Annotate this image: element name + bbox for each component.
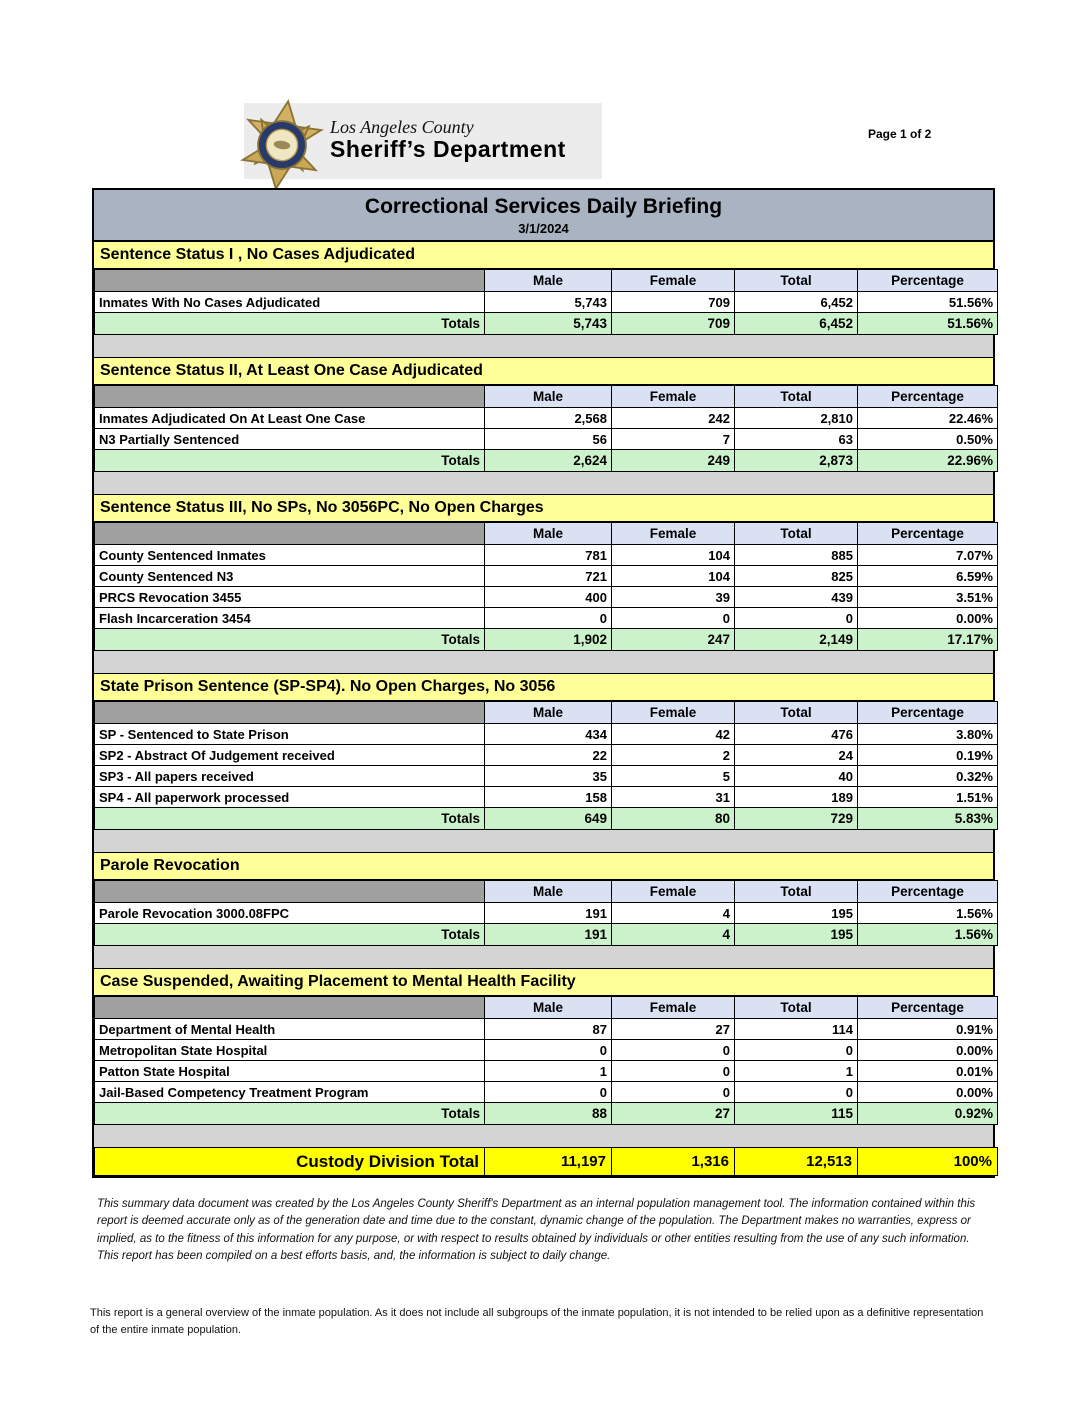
custody-total-female: 1,316	[612, 1148, 735, 1176]
daily-briefing-report	[92, 188, 995, 1178]
cell-total: 6,452	[735, 292, 858, 313]
custody-total-percentage: 100%	[858, 1148, 998, 1176]
section-table	[94, 385, 998, 472]
table-row	[95, 1061, 998, 1082]
cell-male: 22	[485, 745, 612, 766]
table-row	[95, 608, 998, 629]
cell-male: 56	[485, 429, 612, 450]
column-header-row	[95, 386, 998, 408]
section-gap	[94, 830, 993, 852]
cell-percentage: 7.07%	[858, 545, 998, 566]
section-gap	[94, 472, 993, 494]
totals-male: 1,902	[485, 629, 612, 651]
totals-total: 195	[735, 924, 858, 946]
section-table	[94, 701, 998, 830]
cell-total: 825	[735, 566, 858, 587]
section-title: Sentence Status III, No SPs, No 3056PC, No Open Charges	[94, 494, 993, 522]
report-banner	[94, 190, 993, 241]
row-label: SP4 - All paperwork processed	[95, 787, 485, 808]
cell-total: 40	[735, 766, 858, 787]
cell-male: 35	[485, 766, 612, 787]
cell-male: 191	[485, 903, 612, 924]
custody-division-total-row	[95, 1148, 998, 1176]
section-table	[94, 996, 998, 1125]
table-row	[95, 1040, 998, 1061]
column-header-total: Total	[735, 881, 858, 903]
totals-female: 249	[612, 450, 735, 472]
cell-female: 39	[612, 587, 735, 608]
row-label: Department of Mental Health	[95, 1019, 485, 1040]
cell-female: 0	[612, 1061, 735, 1082]
cell-female: 27	[612, 1019, 735, 1040]
cell-female: 0	[612, 1040, 735, 1061]
totals-male: 88	[485, 1103, 612, 1125]
totals-female: 247	[612, 629, 735, 651]
totals-label: Totals	[95, 1103, 485, 1125]
cell-female: 0	[612, 608, 735, 629]
totals-total: 2,873	[735, 450, 858, 472]
totals-label: Totals	[95, 629, 485, 651]
table-row	[95, 587, 998, 608]
table-row	[95, 292, 998, 313]
column-header-row	[95, 702, 998, 724]
column-header-male: Male	[485, 270, 612, 292]
totals-total: 115	[735, 1103, 858, 1125]
column-header-total: Total	[735, 702, 858, 724]
report-title: Correctional Services Daily Briefing	[364, 195, 723, 218]
section-title: Parole Revocation	[94, 852, 993, 880]
totals-row	[95, 450, 998, 472]
column-header-percentage: Percentage	[858, 523, 998, 545]
column-header-total: Total	[735, 386, 858, 408]
cell-total: 195	[735, 903, 858, 924]
column-header-male: Male	[485, 523, 612, 545]
column-header-female: Female	[612, 997, 735, 1019]
cell-total: 439	[735, 587, 858, 608]
table-row	[95, 766, 998, 787]
section-gap	[94, 651, 993, 673]
row-label: SP - Sentenced to State Prison	[95, 724, 485, 745]
column-header-male: Male	[485, 881, 612, 903]
totals-label: Totals	[95, 313, 485, 335]
report-section	[94, 852, 993, 946]
column-header-row	[95, 270, 998, 292]
cell-total: 885	[735, 545, 858, 566]
cell-total: 2,810	[735, 408, 858, 429]
totals-percentage: 17.17%	[858, 629, 998, 651]
cell-percentage: 1.51%	[858, 787, 998, 808]
corner-cell	[95, 881, 485, 903]
cell-male: 158	[485, 787, 612, 808]
cell-female: 31	[612, 787, 735, 808]
custody-total-total: 12,513	[735, 1148, 858, 1176]
totals-percentage: 22.96%	[858, 450, 998, 472]
cell-percentage: 3.51%	[858, 587, 998, 608]
totals-row	[95, 313, 998, 335]
table-row	[95, 1082, 998, 1103]
report-section	[94, 673, 993, 830]
totals-row	[95, 808, 998, 830]
cell-female: 42	[612, 724, 735, 745]
section-table	[94, 880, 998, 946]
row-label: Patton State Hospital	[95, 1061, 485, 1082]
totals-row	[95, 1103, 998, 1125]
column-header-percentage: Percentage	[858, 386, 998, 408]
cell-male: 400	[485, 587, 612, 608]
corner-cell	[95, 386, 485, 408]
cell-percentage: 0.91%	[858, 1019, 998, 1040]
section-gap	[94, 946, 993, 968]
row-label: Metropolitan State Hospital	[95, 1040, 485, 1061]
report-section	[94, 494, 993, 651]
custody-division-total-table	[94, 1147, 998, 1176]
section-table	[94, 269, 998, 335]
disclaimer-paragraph: This summary data document was created by the Los Angeles County Sheriff's Department as an internal population management tool. The information contained within this report is deemed accurate only as of the generation date and time due to the constant, dynamic change of the population. The Department makes no warranties, express or implied, as to the fitness of this information for any purpose, or with respect to results obtained by individuals or other entities resulting from the use of any such information. This report has been compiled on a best efforts basis, and, the information is subject to daily change.	[97, 1198, 976, 1262]
cell-percentage: 0.50%	[858, 429, 998, 450]
logo-county-name: Los Angeles County	[330, 117, 474, 137]
table-row	[95, 724, 998, 745]
cell-percentage: 3.80%	[858, 724, 998, 745]
column-header-percentage: Percentage	[858, 702, 998, 724]
section-table	[94, 522, 998, 651]
totals-row	[95, 924, 998, 946]
totals-female: 80	[612, 808, 735, 830]
cell-total: 476	[735, 724, 858, 745]
table-row	[95, 566, 998, 587]
column-header-row	[95, 523, 998, 545]
section-title: Sentence Status II, At Least One Case Adjudicated	[94, 357, 993, 385]
corner-cell	[95, 702, 485, 724]
cell-female: 104	[612, 566, 735, 587]
totals-percentage: 1.56%	[858, 924, 998, 946]
cell-total: 24	[735, 745, 858, 766]
cell-total: 189	[735, 787, 858, 808]
cell-percentage: 22.46%	[858, 408, 998, 429]
cell-percentage: 0.19%	[858, 745, 998, 766]
column-header-male: Male	[485, 702, 612, 724]
cell-percentage: 0.01%	[858, 1061, 998, 1082]
table-row	[95, 429, 998, 450]
column-header-percentage: Percentage	[858, 881, 998, 903]
row-label: Inmates With No Cases Adjudicated	[95, 292, 485, 313]
totals-total: 2,149	[735, 629, 858, 651]
totals-label: Totals	[95, 808, 485, 830]
totals-label: Totals	[95, 924, 485, 946]
cell-percentage: 0.32%	[858, 766, 998, 787]
totals-total: 6,452	[735, 313, 858, 335]
row-label: County Sentenced Inmates	[95, 545, 485, 566]
table-row	[95, 903, 998, 924]
cell-female: 0	[612, 1082, 735, 1103]
section-title: Sentence Status I , No Cases Adjudicated	[94, 241, 993, 269]
report-section	[94, 241, 993, 335]
cell-percentage: 51.56%	[858, 292, 998, 313]
row-label: County Sentenced N3	[95, 566, 485, 587]
column-header-female: Female	[612, 523, 735, 545]
cell-percentage: 6.59%	[858, 566, 998, 587]
logo-text	[330, 118, 566, 161]
column-header-female: Female	[612, 386, 735, 408]
table-row	[95, 408, 998, 429]
cell-percentage: 0.00%	[858, 1040, 998, 1061]
totals-male: 5,743	[485, 313, 612, 335]
totals-male: 649	[485, 808, 612, 830]
cell-percentage: 1.56%	[858, 903, 998, 924]
section-gap	[94, 1125, 993, 1147]
cell-male: 0	[485, 1082, 612, 1103]
column-header-male: Male	[485, 997, 612, 1019]
cell-female: 709	[612, 292, 735, 313]
report-date: 3/1/2024	[518, 221, 569, 236]
cell-total: 114	[735, 1019, 858, 1040]
row-label: Flash Incarceration 3454	[95, 608, 485, 629]
sheriff-star-badge-icon	[236, 98, 328, 192]
totals-label: Totals	[95, 450, 485, 472]
totals-female: 27	[612, 1103, 735, 1125]
section-gap	[94, 335, 993, 357]
cell-female: 2	[612, 745, 735, 766]
section-title: State Prison Sentence (SP-SP4). No Open Charges, No 3056	[94, 673, 993, 701]
totals-row	[95, 629, 998, 651]
custody-total-male: 11,197	[485, 1148, 612, 1176]
cell-total: 0	[735, 1040, 858, 1061]
cell-male: 781	[485, 545, 612, 566]
cell-female: 242	[612, 408, 735, 429]
cell-female: 5	[612, 766, 735, 787]
cell-percentage: 0.00%	[858, 608, 998, 629]
cell-percentage: 0.00%	[858, 1082, 998, 1103]
row-label: Inmates Adjudicated On At Least One Case	[95, 408, 485, 429]
totals-percentage: 51.56%	[858, 313, 998, 335]
totals-female: 4	[612, 924, 735, 946]
cell-male: 1	[485, 1061, 612, 1082]
cell-female: 4	[612, 903, 735, 924]
column-header-percentage: Percentage	[858, 997, 998, 1019]
table-row	[95, 787, 998, 808]
column-header-female: Female	[612, 881, 735, 903]
section-title: Case Suspended, Awaiting Placement to Mental Health Facility	[94, 968, 993, 996]
report-section	[94, 968, 993, 1125]
row-label: SP2 - Abstract Of Judgement received	[95, 745, 485, 766]
report-section	[94, 357, 993, 472]
totals-percentage: 5.83%	[858, 808, 998, 830]
cell-male: 434	[485, 724, 612, 745]
table-row	[95, 1019, 998, 1040]
column-header-total: Total	[735, 523, 858, 545]
totals-male: 191	[485, 924, 612, 946]
custody-total-label: Custody Division Total	[95, 1148, 485, 1176]
report-sections	[94, 241, 993, 1147]
footnote-paragraph: This report is a general overview of the inmate population. As it does not include all subgroups of the inmate population, it is not intended to be relied upon as a definitive representation of the entire inmate population.	[90, 1307, 984, 1336]
totals-female: 709	[612, 313, 735, 335]
table-row	[95, 745, 998, 766]
cell-male: 87	[485, 1019, 612, 1040]
column-header-row	[95, 997, 998, 1019]
cell-total: 0	[735, 608, 858, 629]
table-row	[95, 545, 998, 566]
row-label: Jail-Based Competency Treatment Program	[95, 1082, 485, 1103]
cell-male: 721	[485, 566, 612, 587]
cell-male: 0	[485, 1040, 612, 1061]
column-header-male: Male	[485, 386, 612, 408]
totals-total: 729	[735, 808, 858, 830]
cell-female: 104	[612, 545, 735, 566]
page-number-label: Page 1 of 2	[868, 127, 932, 141]
cell-female: 7	[612, 429, 735, 450]
cell-male: 5,743	[485, 292, 612, 313]
column-header-female: Female	[612, 270, 735, 292]
cell-total: 1	[735, 1061, 858, 1082]
row-label: Parole Revocation 3000.08FPC	[95, 903, 485, 924]
column-header-row	[95, 881, 998, 903]
row-label: PRCS Revocation 3455	[95, 587, 485, 608]
totals-percentage: 0.92%	[858, 1103, 998, 1125]
column-header-percentage: Percentage	[858, 270, 998, 292]
corner-cell	[95, 997, 485, 1019]
column-header-female: Female	[612, 702, 735, 724]
row-label: SP3 - All papers received	[95, 766, 485, 787]
row-label: N3 Partially Sentenced	[95, 429, 485, 450]
column-header-total: Total	[735, 270, 858, 292]
corner-cell	[95, 523, 485, 545]
corner-cell	[95, 270, 485, 292]
cell-total: 63	[735, 429, 858, 450]
column-header-total: Total	[735, 997, 858, 1019]
cell-total: 0	[735, 1082, 858, 1103]
cell-male: 0	[485, 608, 612, 629]
logo-department-name: Sheriff’s Department	[330, 135, 566, 162]
totals-male: 2,624	[485, 450, 612, 472]
cell-male: 2,568	[485, 408, 612, 429]
